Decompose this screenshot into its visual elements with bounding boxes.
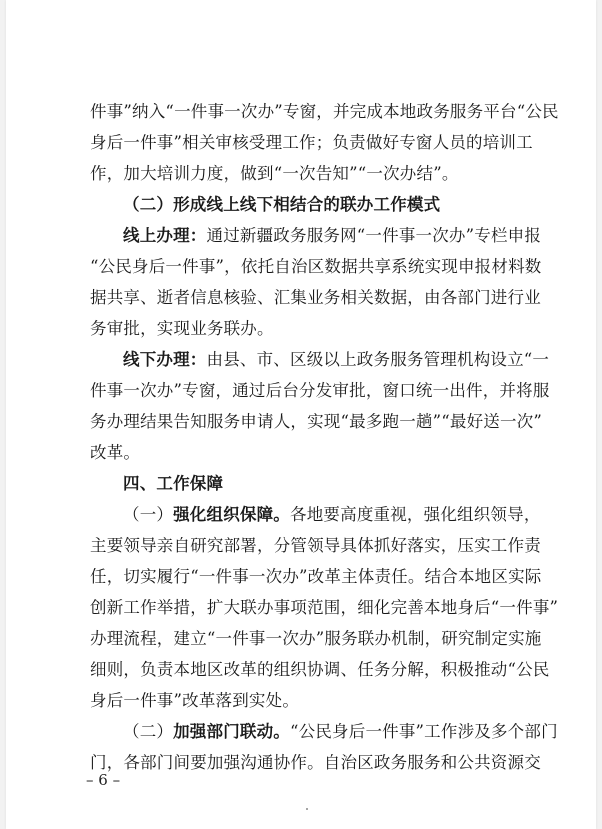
text-line: 创新工作举措，扩大联办事项范围，细化完善本地身后“一件事” — [90, 598, 559, 617]
text-line — [90, 344, 550, 375]
text-line: 门，各部门间要加强沟通协作。自治区政务服务和公共资源交 — [90, 753, 541, 772]
text-line: 务办理结果告知服务申请人，实现“最多跑一趟”“最好送一次” — [90, 412, 543, 431]
document-body — [90, 96, 559, 778]
chapter-heading: 四、工作保障 — [123, 474, 224, 493]
bold-label: 加强部门联动。 — [173, 722, 291, 741]
document-page — [6, 0, 596, 829]
text-span: （二） — [123, 722, 174, 741]
text-line: 作，加大培训力度，做到“一次告知”“一次办结”。 — [90, 164, 459, 183]
text-line — [90, 220, 542, 251]
section-heading: （二）形成线上线下相结合的联办工作模式 — [123, 195, 441, 214]
text-line: 办理流程，建立“一件事一次办”服务联办机制，研究制定实施 — [90, 629, 542, 648]
text-line: 改革。 — [90, 443, 141, 462]
text-span: 通过新疆政务服务网“一件事一次办”专栏申报 — [206, 226, 542, 245]
text-line: 身后一件事”改革落到实处。 — [90, 691, 300, 710]
text-line: 细则，负责本地区改革的组织协调、任务分解，积极推动“公民 — [90, 660, 550, 679]
text-line: “公民身后一件事”，依托自治区数据共享系统实现申报材料数 — [90, 257, 542, 276]
bold-label: 线上办理： — [123, 226, 207, 245]
text-span: 各地要高度重视，强化组织领导， — [290, 505, 541, 524]
page-number: – 6 – — [86, 771, 121, 789]
text-span: 由县、市、区级以上政务服务管理机构设立“一 — [206, 350, 550, 369]
text-line: 务审批，实现业务联办。 — [90, 319, 274, 338]
text-line: 件事一次办”专窗，通过后台分发审批，窗口统一出件，并将服 — [90, 381, 550, 400]
text-line: 件事”纳入“一件事一次办”专窗，并完成本地政务服务平台“公民 — [90, 102, 559, 121]
text-span: “公民身后一件事”工作涉及多个部门 — [290, 722, 558, 741]
scan-speck — [306, 808, 308, 810]
text-line: 任，切实履行“一件事一次办”改革主体责任。结合本地区实际 — [90, 567, 542, 586]
text-span: （一） — [123, 505, 174, 524]
text-line: 据共享、逝者信息核验、汇集业务相关数据，由各部门进行业 — [90, 288, 541, 307]
text-line — [90, 716, 558, 747]
bold-label: 强化组织保障。 — [173, 505, 291, 524]
text-line: 主要领导亲自研究部署，分管领导具体抓好落实，压实工作责 — [90, 536, 541, 555]
text-line: 身后一件事”相关审核受理工作；负责做好专窗人员的培训工 — [90, 133, 533, 152]
text-line — [90, 499, 541, 530]
bold-label: 线下办理： — [123, 350, 207, 369]
